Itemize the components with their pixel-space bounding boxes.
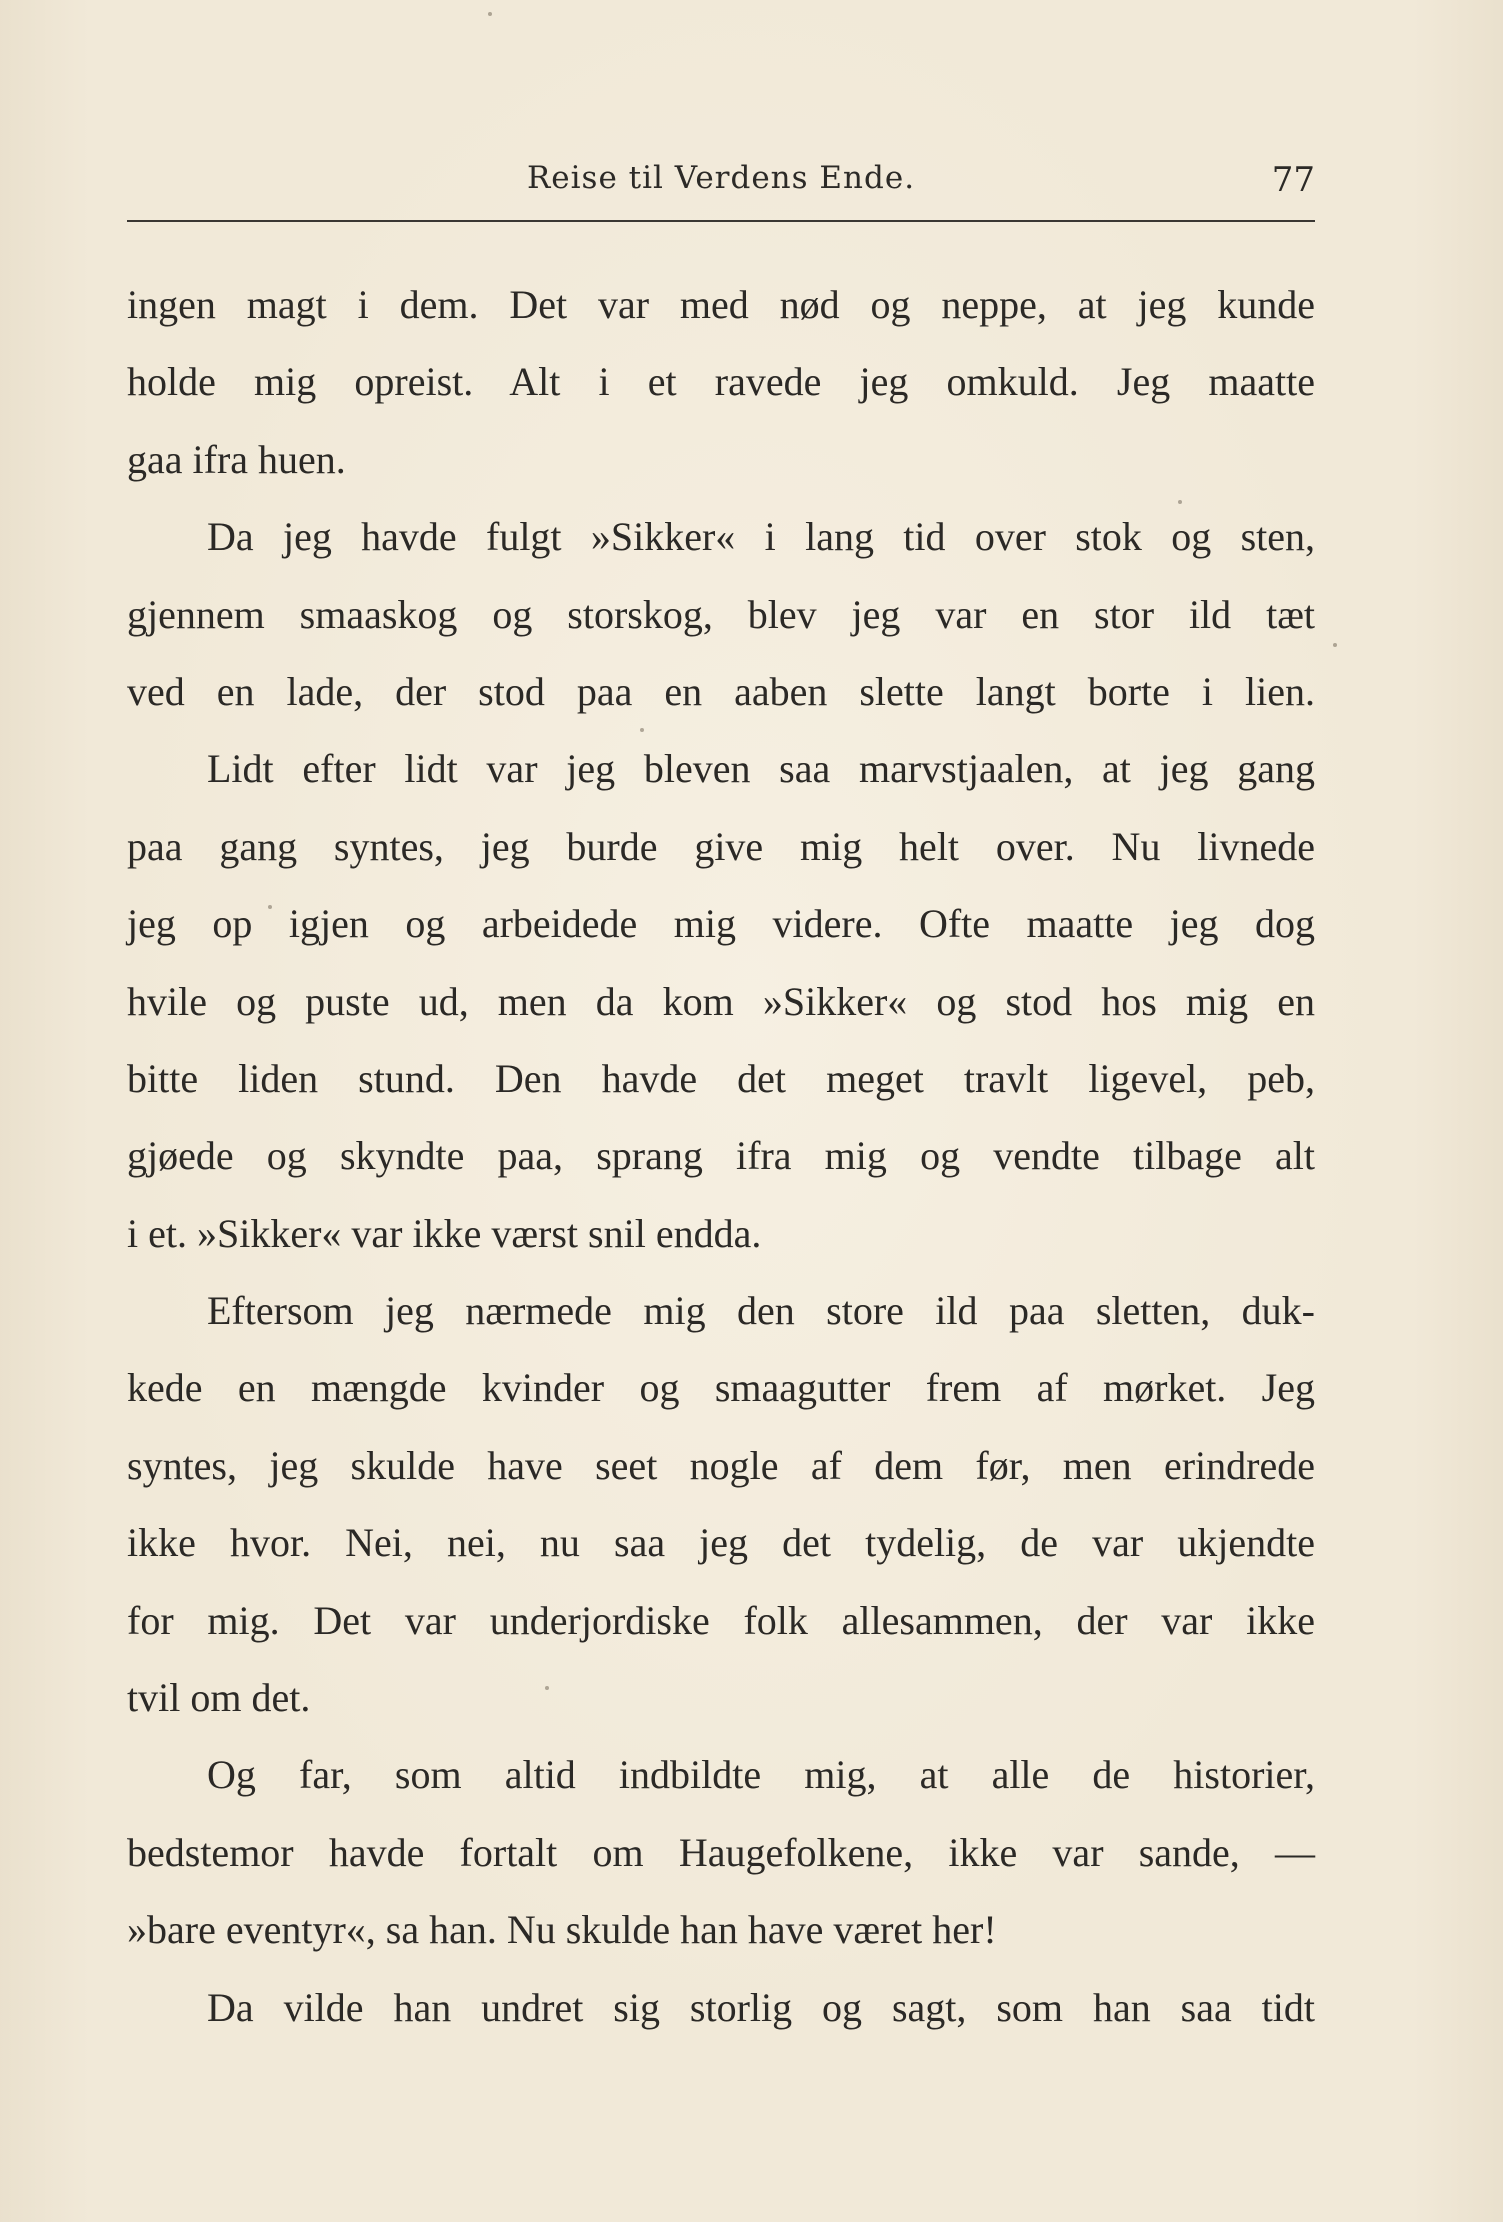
- text-line: bitte liden stund. Den havde det meget travlt ligevel, peb,: [127, 1055, 1315, 1101]
- text-line: paa gang syntes, jeg burde give mig helt over. Nu livnede: [127, 823, 1315, 869]
- header-rule: [127, 220, 1315, 222]
- text-line: bedstemor havde fortalt om Haugefolkene, ikke var sande, —: [127, 1829, 1315, 1875]
- paper-speck: [268, 905, 272, 909]
- text-line: Da jeg havde fulgt »Sikker« i lang tid over stok og sten,: [207, 514, 1315, 560]
- text-line: ingen magt i dem. Det var med nød og neppe, at jeg kunde: [127, 282, 1315, 327]
- running-title: Reise til Verdens Ende.: [526, 160, 916, 196]
- paper-speck: [488, 12, 492, 16]
- paper-speck: [1178, 500, 1182, 504]
- text-line: ikke hvor. Nei, nei, nu saa jeg det tydelig, de var ukjendte: [127, 1520, 1315, 1566]
- text-line: Og far, som altid indbildte mig, at alle de historier,: [207, 1752, 1315, 1798]
- text-line: hvile og puste ud, men da kom »Sikker« og stod hos mig en: [127, 978, 1315, 1024]
- text-line: for mig. Det var underjordiske folk allesammen, der var ikke: [127, 1597, 1315, 1643]
- text-line: holde mig opreist. Alt i et ravede jeg omkuld. Jeg maatte: [127, 359, 1315, 405]
- page-header: [127, 158, 1315, 212]
- text-line: »bare eventyr«, sa han. Nu skulde han have været her!: [127, 1907, 997, 1953]
- text-line: gjennem smaaskog og storskog, blev jeg var en stor ild tæt: [127, 591, 1315, 637]
- text-line: Da vilde han undret sig storlig og sagt, som han saa tidt: [207, 1984, 1315, 2030]
- text-line: gjøede og skyndte paa, sprang ifra mig og vendte tilbage alt: [127, 1133, 1315, 1179]
- paper-speck: [545, 1686, 549, 1690]
- text-line: Lidt efter lidt var jeg bleven saa marvstjaalen, at jeg gang: [207, 746, 1315, 792]
- text-line: gaa ifra huen.: [127, 436, 346, 482]
- text-line: tvil om det.: [127, 1675, 311, 1721]
- paper-speck: [1333, 643, 1337, 647]
- body-text: [127, 272, 1315, 2052]
- text-line: i et. »Sikker« var ikke værst snil endda.: [127, 1210, 762, 1256]
- text-line: Eftersom jeg nærmede mig den store ild paa sletten, duk-: [207, 1288, 1315, 1334]
- text-line: syntes, jeg skulde have seet nogle af dem før, men erindrede: [127, 1442, 1315, 1488]
- text-line: jeg op igjen og arbeidede mig videre. Ofte maatte jeg dog: [127, 901, 1315, 947]
- text-line: kede en mængde kvinder og smaagutter frem af mørket. Jeg: [127, 1365, 1315, 1411]
- paper-speck: [640, 728, 644, 732]
- page-number: 77: [1271, 160, 1315, 200]
- text-line: ved en lade, der stod paa en aaben slette langt borte i lien.: [127, 668, 1315, 714]
